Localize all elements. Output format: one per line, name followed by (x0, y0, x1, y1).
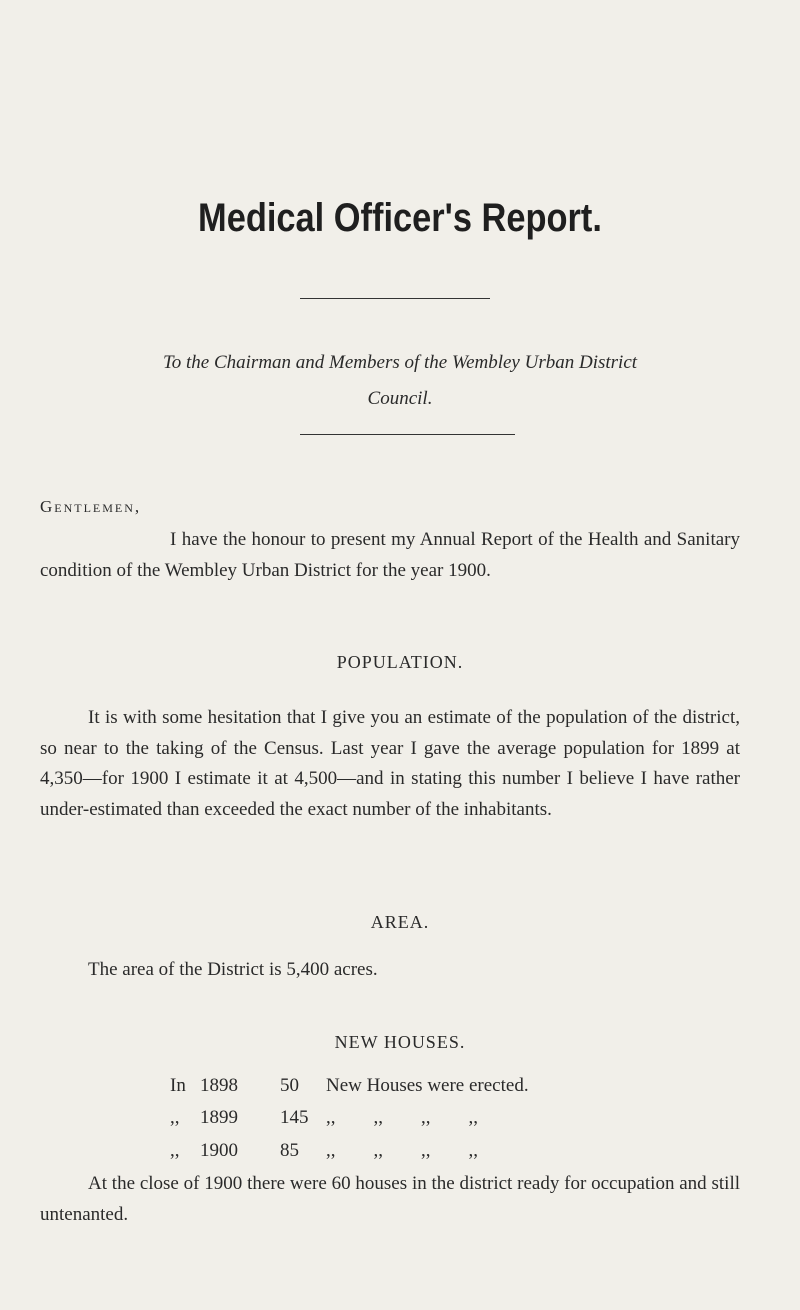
intro-paragraph: I have the honour to present my Annual Report of the Health and Sanitary condition of the Wembley Urban District for the year 1900. (40, 529, 740, 581)
closing-paragraph: At the close of 1900 there were 60 houses in the district ready for occupation and still untenanted. (40, 1173, 740, 1225)
population-paragraph: It is with some hesitation that I give you an estimate of the population of the district, so near to the taking of the Census. Last year I gave the average population for 1899 at 4,350—for 1900 I estimate it at 4,500—and in stating this number I believe I have rather under-estimated than exceeded the exact number of the inhabitants. (40, 707, 740, 820)
area-heading: AREA. (370, 912, 430, 932)
houses-prefix: ,, (170, 1107, 180, 1128)
houses-text: New Houses were erected. (326, 1075, 529, 1096)
houses-year: 1899 (200, 1107, 238, 1128)
houses-text: ,, ,, ,, ,, (326, 1140, 478, 1161)
report-title: Medical Officer's Report. (198, 196, 602, 240)
houses-count: 145 (280, 1107, 309, 1128)
address-block (50, 345, 750, 417)
address-line-1: To the Chairman and Members of the Wembley Urban District (162, 352, 638, 373)
salutation: Gentlemen, (40, 497, 142, 516)
houses-year: 1898 (200, 1075, 238, 1096)
houses-prefix: In (170, 1075, 186, 1096)
houses-count: 85 (280, 1140, 299, 1161)
houses-count: 50 (280, 1075, 299, 1096)
new-houses-heading: NEW HOUSES. (334, 1032, 466, 1052)
population-heading: POPULATION. (336, 652, 464, 672)
divider-rule (300, 434, 515, 435)
area-paragraph: The area of the District is 5,400 acres. (88, 959, 378, 980)
houses-text: ,, ,, ,, ,, (326, 1107, 478, 1128)
houses-prefix: ,, (170, 1140, 180, 1161)
divider-rule (300, 298, 490, 299)
houses-year: 1900 (200, 1140, 238, 1161)
address-line-2: Council. (367, 388, 433, 409)
